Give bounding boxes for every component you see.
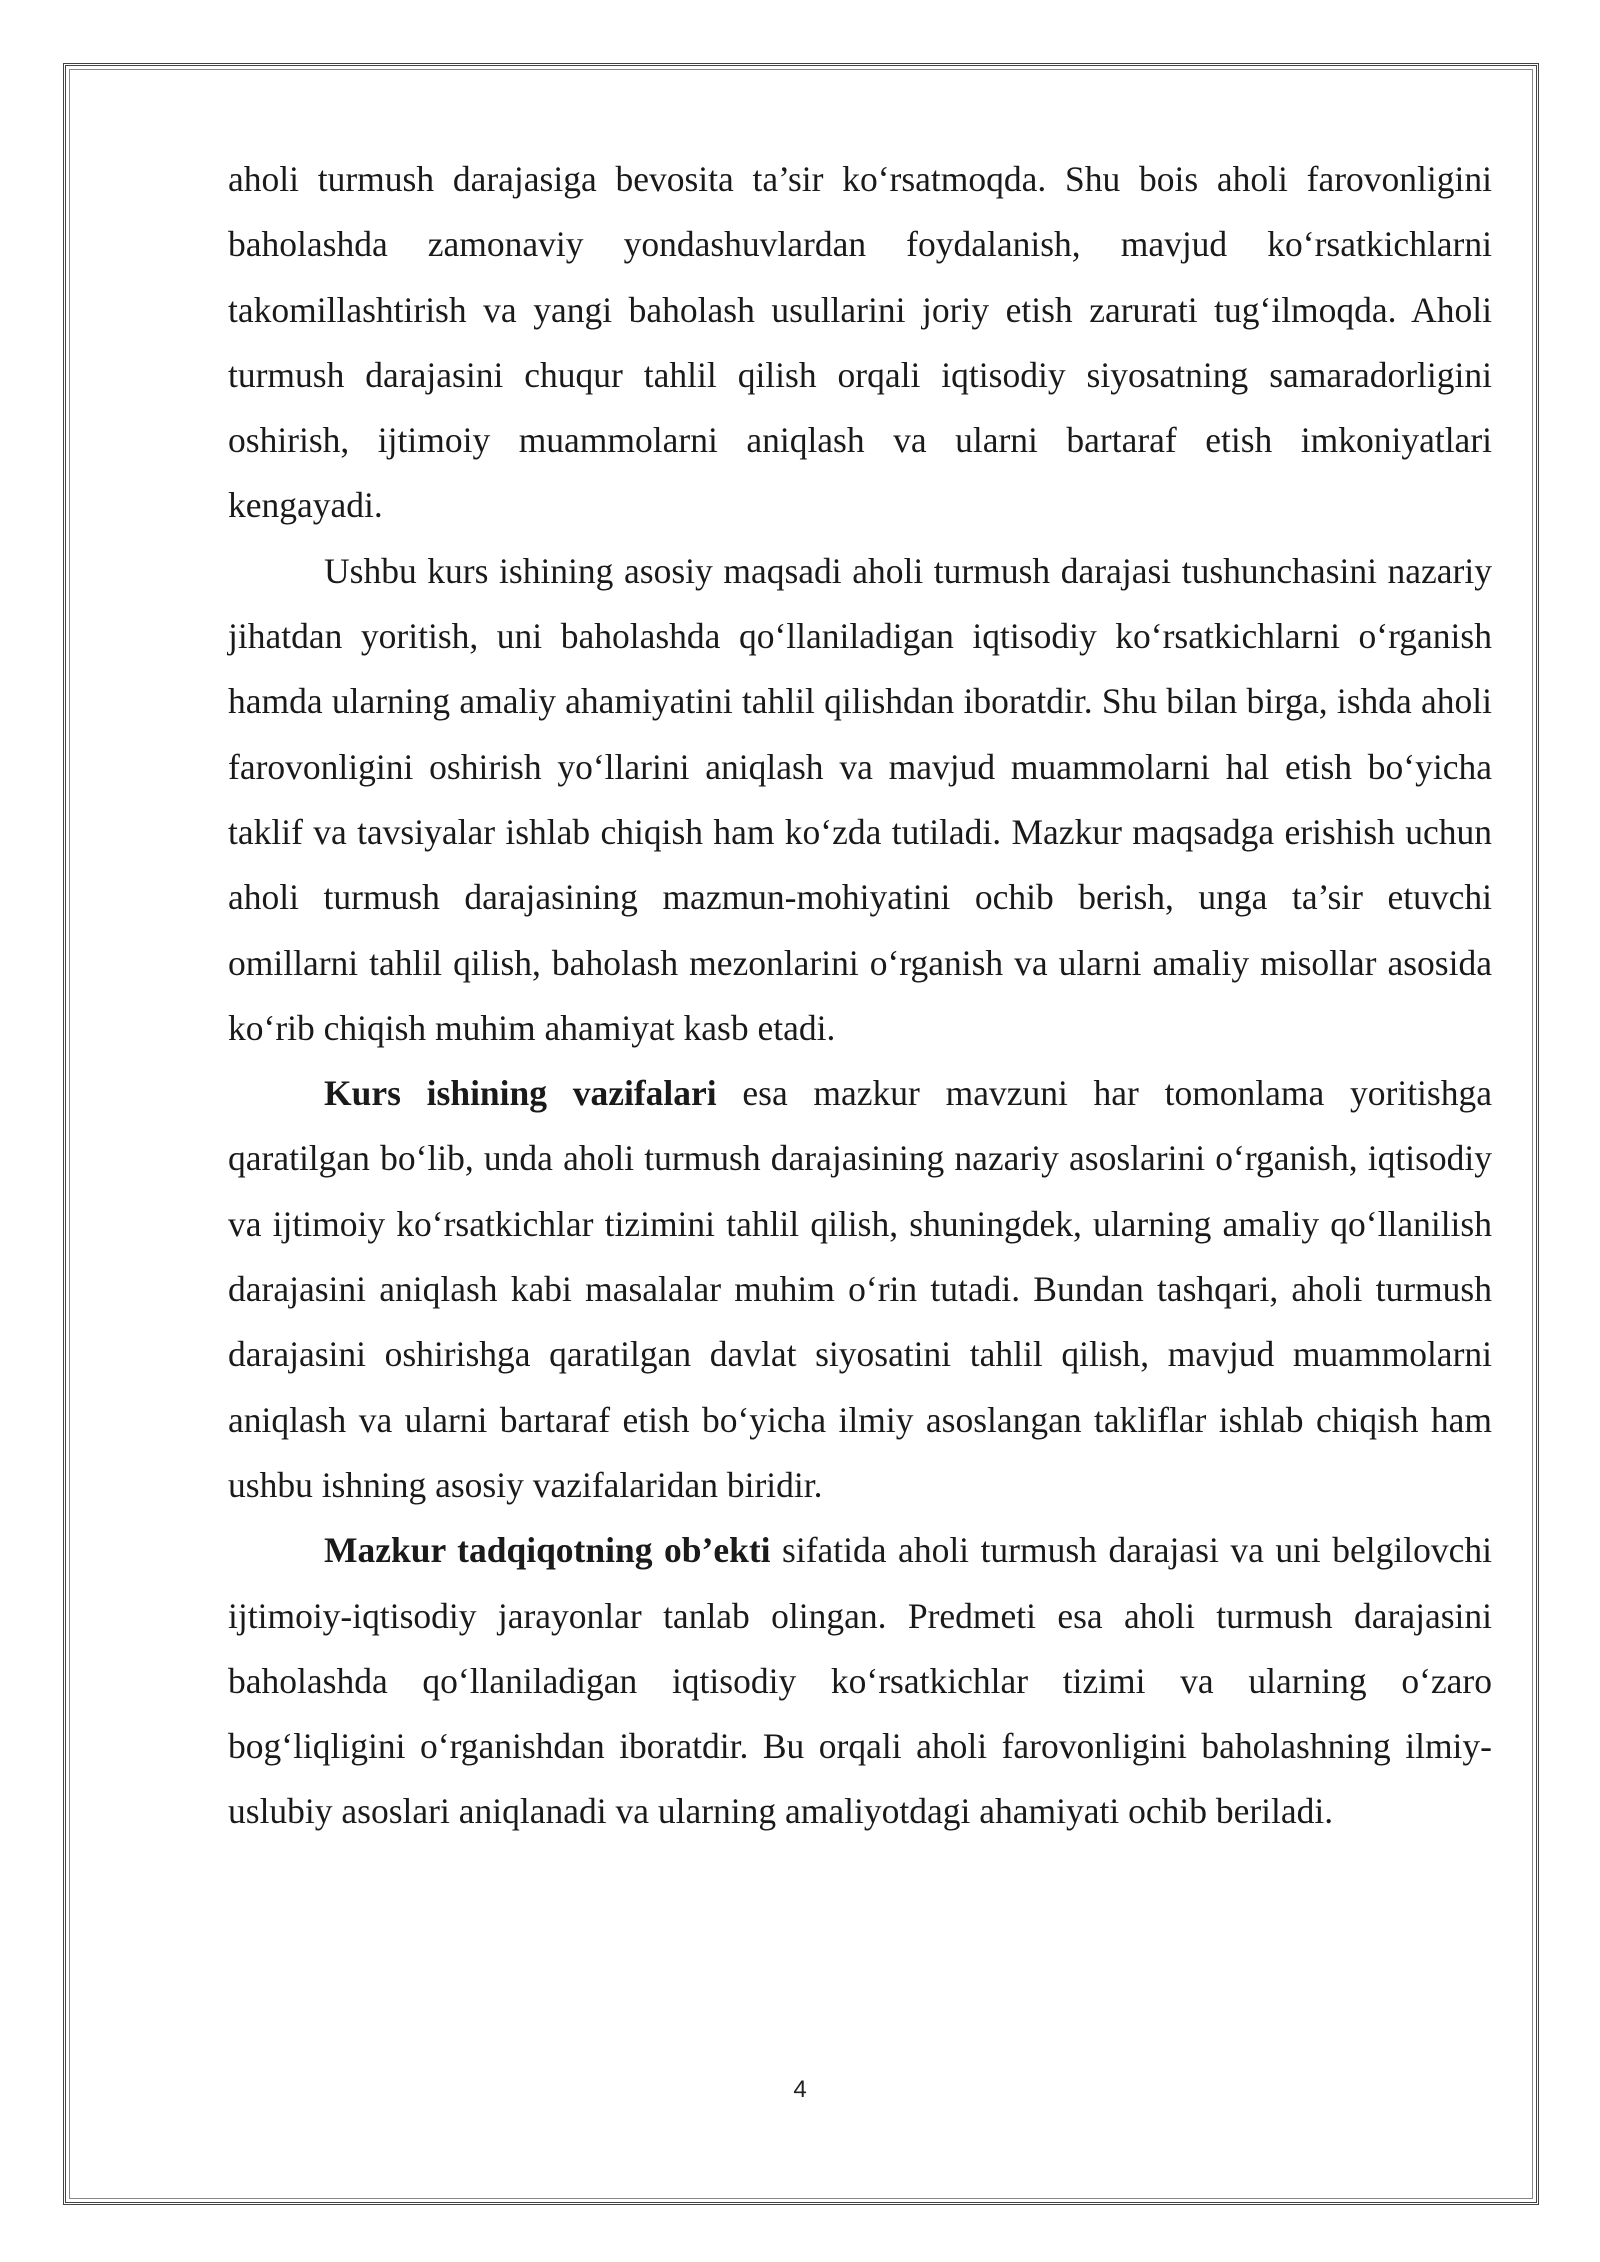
document-body <box>228 147 1492 1845</box>
paragraph-2-text: Ushbu kurs ishining asosiy maqsadi aholi turmush darajasi tushunchasini nazariy jihatdan yoritish, uni baholashda qo‘llaniladigan iqtisodiy ko‘rsatkichlarni o‘rganish hamda ularning amaliy ahamiyatini tahlil qilishdan iboratdir. Shu bilan birga, ishda aholi farovonligini oshirish yo‘llarini aniqlash va mavjud muammolarni hal etish bo‘yicha taklif va tavsiyalar ishlab chiqish ham ko‘zda tutiladi. Mazkur maqsadga erishish uchun aholi turmush darajasining mazmun-mohiyatini ochib berish, unga ta’sir etuvchi omillarni tahlil qilish, baholash mezonlarini o‘rganish va ularni amaliy misollar asosida ko‘rib chiqish muhim ahamiyat kasb etadi. <box>228 550 1492 1048</box>
paragraph-4 <box>228 1518 1492 1844</box>
paragraph-2 <box>228 539 1492 1061</box>
paragraph-3-lead: Kurs ishining vazifalari <box>324 1073 717 1114</box>
paragraph-1-text: aholi turmush darajasiga bevosita ta’sir ko‘rsatmoqda. Shu bois aholi farovonligini baholashda zamonaviy yondashuvlardan foydalanish, mavjud ko‘rsatkichlarni takomillashtirish va yangi baholash usullarini joriy etish zarurati tug‘ilmoqda. Aholi turmush darajasini chuqur tahlil qilish orqali iqtisodiy siyosatning samaradorligini oshirish, ijtimoiy muammolarni aniqlash va ularni bartaraf etish imkoniyatlari kengayadi. <box>228 159 1492 526</box>
page-number: 4 <box>793 2076 807 2103</box>
paragraph-4-text: sifatida aholi turmush darajasi va uni belgilovchi ijtimoiy-iqtisodiy jarayonlar tanlab olingan. Predmeti esa aholi turmush darajasini baholashda qo‘llaniladigan iqtisodiy ko‘rsatkichlar tizimi va ularning o‘zaro bog‘liqligini o‘rganishdan iboratdir. Bu orqali aholi farovonligini baholashning ilmiy-uslubiy asoslari aniqlanadi va ularning amaliyotdagi ahamiyati ochib beriladi. <box>228 1530 1493 1832</box>
paragraph-3-text: esa mazkur mavzuni har tomonlama yoritishga qaratilgan bo‘lib, unda aholi turmush darajasining nazariy asoslarini o‘rganish, iqtisodiy va ijtimoiy ko‘rsatkichlar tizimini tahlil qilish, shuningdek, ularning amaliy qo‘llanilish darajasini aniqlash kabi masalalar muhim o‘rin tutadi. Bundan tashqari, aholi turmush darajasini oshirishga qaratilgan davlat siyosatini tahlil qilish, mavjud muammolarni aniqlash va ularni bartaraf etish bo‘yicha ilmiy asoslangan takliflar ishlab chiqish ham ushbu ishning asosiy vazifalaridan biridir. <box>228 1073 1492 1505</box>
paragraph-3 <box>228 1061 1492 1518</box>
paragraph-1 <box>228 147 1492 539</box>
paragraph-4-lead: Mazkur tadqiqotning ob’ekti <box>324 1530 771 1571</box>
